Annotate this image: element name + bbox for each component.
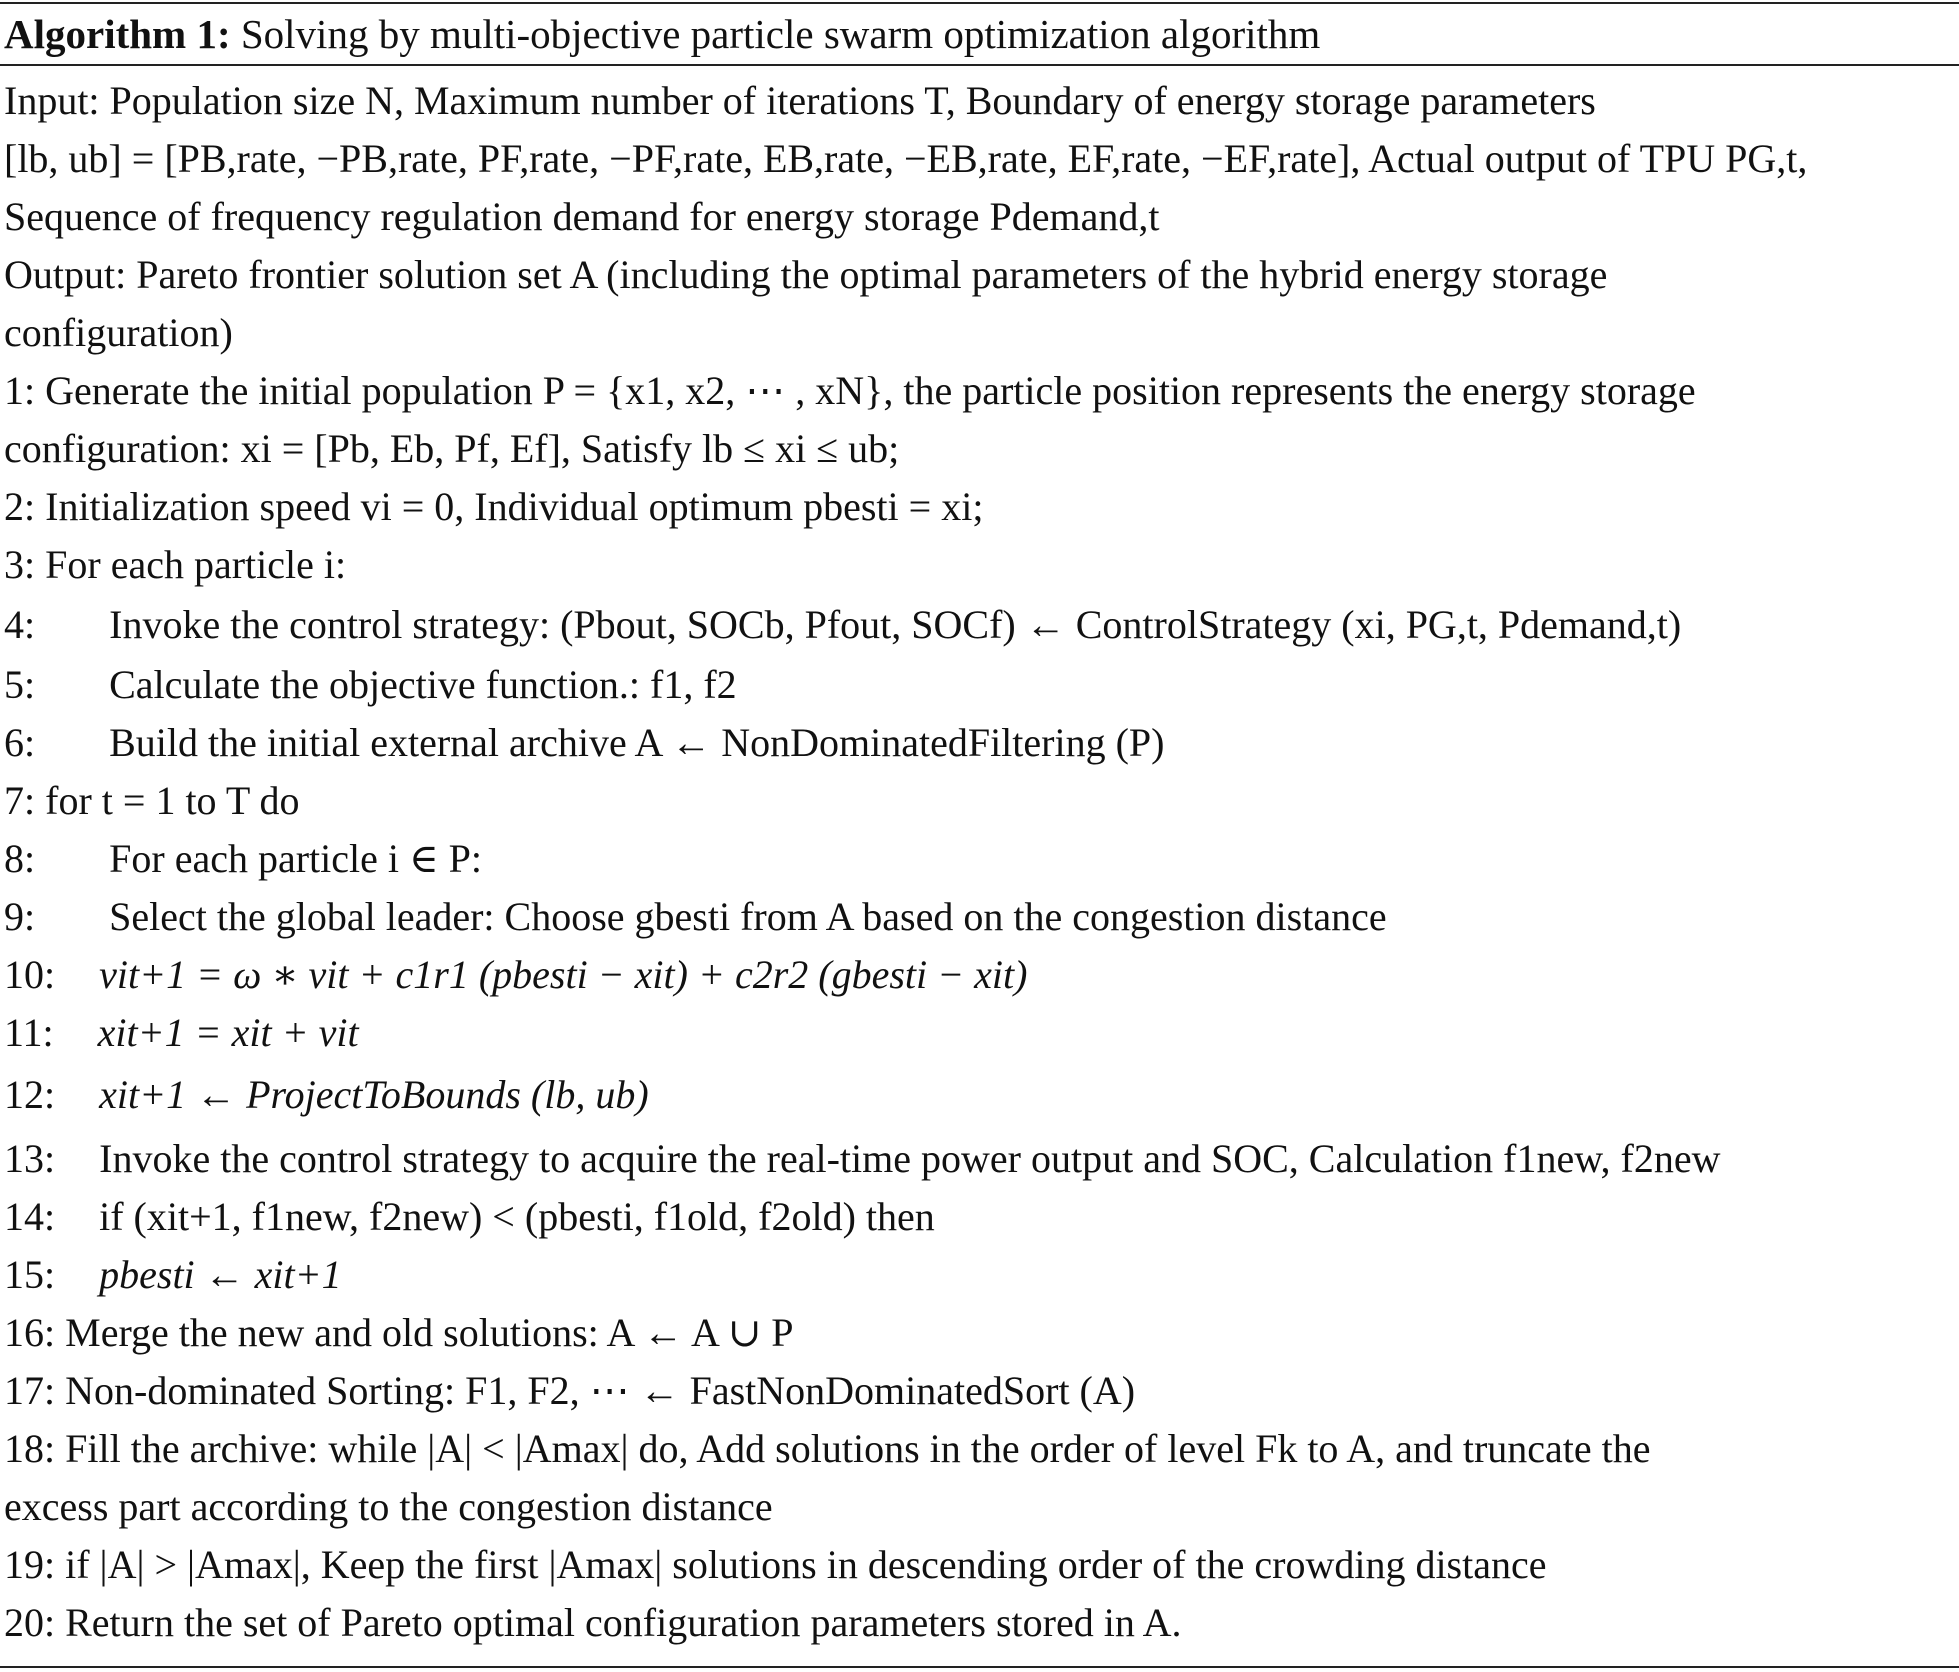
line-text: configuration) [4,310,233,355]
output-line [4,246,1607,304]
line-text: configuration: xi = [Pb, Eb, Pf, Ef], Satisfy lb ≤ xi ≤ ub; [4,426,900,471]
step-number: 9: [4,894,36,939]
line-text: Merge the new and old solutions: A ← A ∪ P [65,1310,794,1355]
line-text: Generate the initial population P = {x1, x2, ⋯ , xN}, the particle position represents the energy storage [45,368,1696,413]
step-number: 14: [4,1194,56,1239]
input-line [4,72,1596,130]
line-text: Invoke the control strategy to acquire the real-time power output and SOC, Calculation f1new, f2new [99,1136,1721,1181]
step-line [4,946,1027,1004]
step-number: 2: [4,484,36,529]
input-line [4,188,1160,246]
step-line [4,362,1696,420]
step-number: 11: [4,1010,54,1055]
step-number: 18: [4,1426,56,1471]
step-number: 10: [4,952,56,997]
top-rule [0,2,1959,4]
step-number: 7: [4,778,36,823]
line-text: Non-dominated Sorting: F1, F2, ⋯ ← FastNonDominatedSort (A) [65,1368,1136,1413]
step-line [4,1536,1547,1594]
line-text: xit+1 = xit + vit [97,1010,359,1055]
step-number: 20: [4,1600,56,1645]
line-text: Initialization speed vi = 0, Individual optimum pbesti = xi; [45,484,984,529]
line-text: For each particle i ∈ P: [109,836,482,881]
line-text: Output: Pareto frontier solution set A (including the optimal parameters of the hybrid energy storage [4,252,1608,297]
line-text: pbesti ← xit+1 [99,1252,342,1297]
step-line [4,888,1387,946]
line-text: Build the initial external archive A ← NonDominatedFiltering (P) [109,720,1165,765]
step-line [4,1188,935,1246]
line-text: Select the global leader: Choose gbesti from A based on the congestion distance [109,894,1387,939]
line-text: For each particle i: [45,542,347,587]
step-line [4,1004,359,1062]
step-number: 8: [4,836,36,881]
step-number: 15: [4,1252,56,1297]
step-line [4,1594,1182,1652]
algorithm-heading [4,8,1320,60]
input-line [4,130,1807,188]
step-number: 16: [4,1310,56,1355]
step-line [4,1304,793,1362]
header-rule [0,64,1959,66]
step-number: 6: [4,720,36,765]
line-text: excess part according to the congestion distance [4,1484,773,1529]
line-text: Return the set of Pareto optimal configuration parameters stored in A. [65,1600,1182,1645]
step-number: 1: [4,368,36,413]
line-text: xit+1 ← ProjectToBounds (lb, ub) [99,1072,649,1117]
step-number: 4: [4,602,36,647]
step-line [4,1478,773,1536]
step-number: 17: [4,1368,56,1413]
algorithm-title: Solving by multi-objective particle swarm optimization algorithm [240,11,1321,57]
step-number: 3: [4,542,36,587]
line-text: if |A| > |Amax|, Keep the first |Amax| solutions in descending order of the crowding distance [65,1542,1547,1587]
step-line [4,772,300,830]
output-line [4,304,233,362]
step-line [4,596,1681,654]
step-number: 13: [4,1136,56,1181]
step-number: 5: [4,662,36,707]
step-line [4,1246,342,1304]
step-line [4,420,899,478]
step-line [4,1130,1721,1188]
step-line [4,656,737,714]
line-text: Invoke the control strategy: (Pbout, SOCb, Pfout, SOCf) ← ControlStrategy (xi, PG,t, Pdemand,t) [109,602,1682,647]
line-text: [lb, ub] = [PB,rate, −PB,rate, PF,rate, −PF,rate, EB,rate, −EB,rate, EF,rate, −EF,rate], Actual output of TPU PG,t, [4,136,1808,181]
step-line [4,830,482,888]
line-text: Input: Population size N, Maximum number of iterations T, Boundary of energy storage parameters [4,78,1596,123]
step-number: 19: [4,1542,56,1587]
line-text: Fill the archive: while |A| < |Amax| do, Add solutions in the order of level Fk to A, and truncate the [65,1426,1651,1471]
step-line [4,714,1164,772]
line-text: for t = 1 to T do [45,778,300,823]
step-line [4,478,983,536]
bottom-rule [0,1666,1959,1668]
step-line [4,536,346,594]
algorithm-label: Algorithm 1: [4,11,231,57]
line-text: vit+1 = ω ∗ vit + c1r1 (pbesti − xit) + c2r2 (gbesti − xit) [99,952,1028,997]
step-line [4,1066,649,1124]
step-line [4,1362,1135,1420]
step-line [4,1420,1651,1478]
line-text: Sequence of frequency regulation demand for energy storage Pdemand,t [4,194,1160,239]
line-text: if (xit+1, f1new, f2new) < (pbesti, f1old, f2old) then [99,1194,935,1239]
line-text: Calculate the objective function.: f1, f2 [109,662,737,707]
step-number: 12: [4,1072,56,1117]
